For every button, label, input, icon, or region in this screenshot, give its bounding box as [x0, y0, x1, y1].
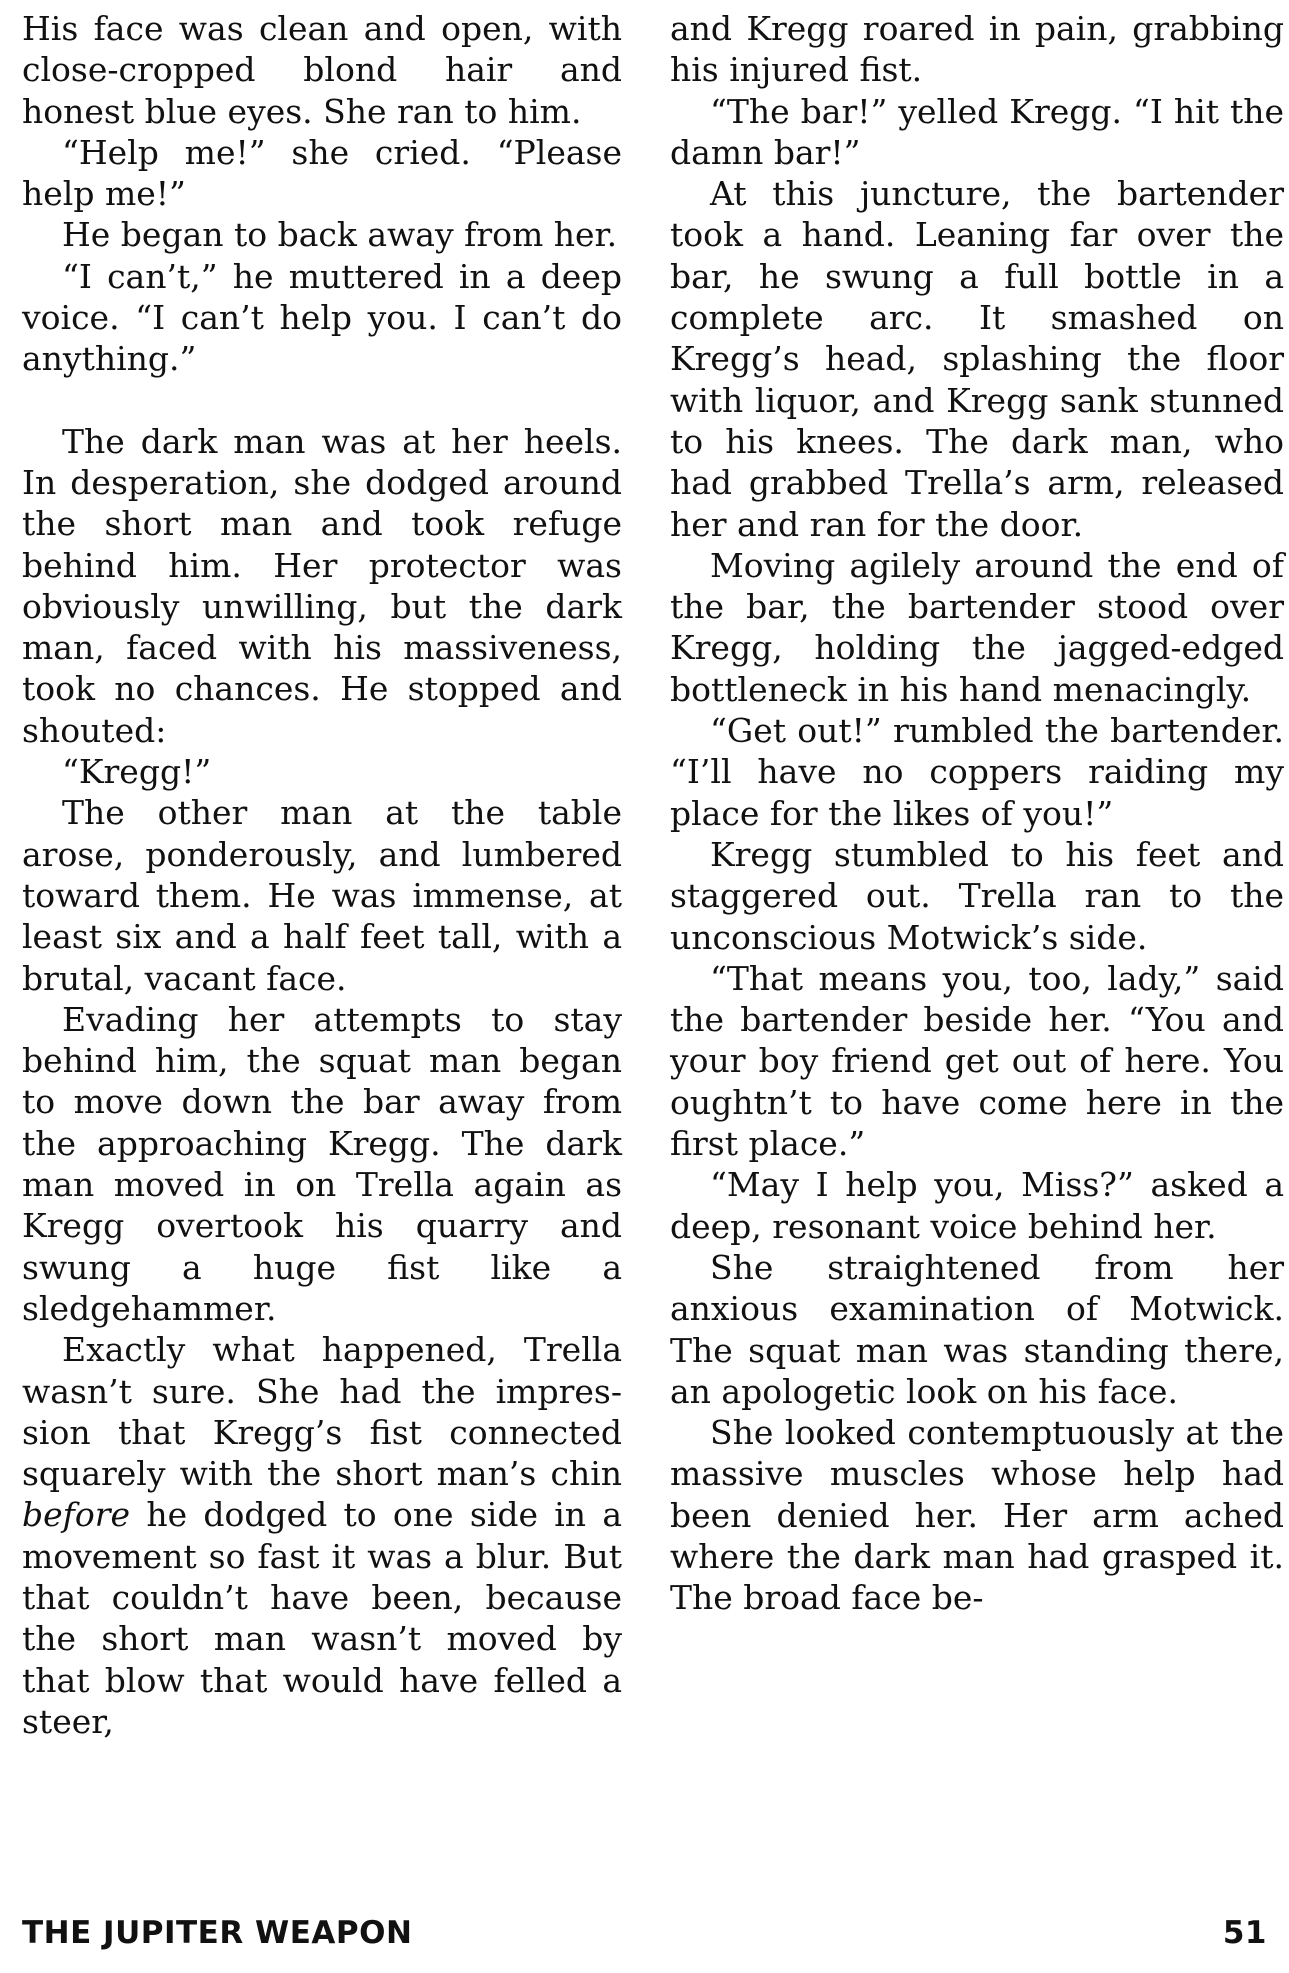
paragraph: “Kregg!” — [62, 752, 212, 792]
italic-word: before — [22, 1495, 131, 1535]
paragraph: His face was clean and open, with close-cropped blond hair and honest blue eyes. She ran to him. — [22, 9, 622, 131]
right-text-column — [670, 8, 1284, 1619]
paragraph: “The bar!” yelled Kregg. “I hit the damn bar!” — [670, 91, 1284, 172]
magazine-page — [22, 8, 1284, 1958]
paragraph: She straightened from her anxious examination of Motwick. The squat man was standing there, an apologetic look on his face. — [670, 1247, 1284, 1411]
paragraph-text: he dodged to one side in a movement so fast it was a blur. But that couldn’t have been, because the short man wasn’t moved by that blow that would have felled a steer, — [22, 1495, 622, 1741]
paragraph: Evading her attempts to stay behind him, the squat man began to move down the bar away from the approaching Kregg. The dark man moved in on Trella again as Kregg overtook his quarry and swung a huge fist like a sledgehammer. — [22, 999, 622, 1328]
paragraph-text: Exactly what happened, Trella wasn’t sure. She had the impression that Kregg’s fist connected squarely with the short man’s chin — [22, 1330, 622, 1494]
page-number: 51 — [1222, 1915, 1267, 1951]
paragraph: He began to back away from her. — [62, 215, 618, 255]
paragraph: and Kregg roared in pain, grabbing his injured fist. — [670, 9, 1284, 90]
paragraph: “I can’t,” he muttered in a deep voice. “I can’t help you. I can’t do anything.” — [22, 256, 622, 379]
running-title: THE JUPITER WEAPON — [22, 1915, 413, 1951]
left-text-column — [22, 8, 622, 1742]
paragraph: “May I help you, Miss?” asked a deep, resonant voice behind her. — [670, 1165, 1284, 1246]
paragraph: The dark man was at her heels. In desperation, she dodged around the short man and took refuge behind him. Her protector was obviously unwilling, but the dark man, faced with his massiveness, took no chances. He stopped and shouted: — [22, 421, 622, 750]
paragraph: Kregg stumbled to his feet and staggered out. Trella ran to the unconscious Motwick’s side. — [670, 834, 1284, 957]
paragraph: “That means you, too, lady,” said the bartender beside her. “You and your boy friend get out of here. You oughtn’t to have come here in the first place.” — [670, 958, 1284, 1164]
paragraph: “Help me!” she cried. “Please help me!” — [22, 132, 622, 214]
paragraph-with-italic — [22, 1329, 622, 1742]
paragraph: Moving agilely around the end of the bar, the bartender stood over Kregg, holding the jagged-edged bottleneck in his hand menacingly. — [670, 545, 1284, 709]
paragraph: She looked contemptuously at the massive muscles whose help had been denied her. Her arm ached where the dark man had grasped it. The broad face be- — [670, 1413, 1284, 1618]
paragraph: “Get out!” rumbled the bartender. “I’ll have no coppers raiding my place for the likes of you!” — [670, 711, 1284, 833]
paragraph: At this juncture, the bartender took a hand. Leaning far over the bar, he swung a full bottle in a complete arc. It smashed on Kregg’s head, splashing the floor with liquor, and Kregg sank stunned to his knees. The dark man, who had grabbed Trella’s arm, released her and ran for the door. — [670, 174, 1284, 544]
paragraph: The other man at the table arose, ponderously, and lumbered toward them. He was immense, at least six and a half feet tall, with a brutal, vacant face. — [22, 793, 622, 998]
